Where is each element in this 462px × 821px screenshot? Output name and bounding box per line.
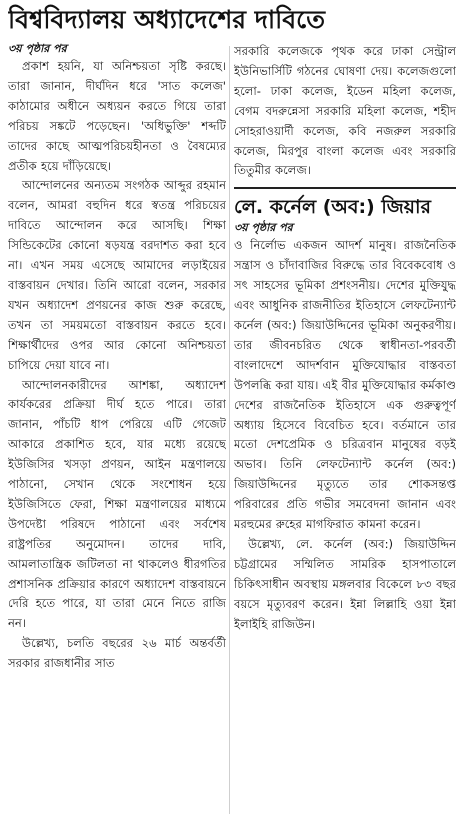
body-paragraph: ও নির্লোভ একজন আদর্শ মানুষ। রাজনৈতিক সন্ত্রাস ও চাঁদাবাজির বিরুদ্ধে তার বিবেকবোধ ও সৎ সাহসের ভূমিকা প্রশংসনীয়। দেশের মুক্তিযুদ্ধ এবং আধুনিক রাজনীতির ইতিহাসে লেফটেন্যান্ট কর্নেল (অব:) জিয়াউদ্দিনের ভূমিকা অনুকরণীয়। তার জীবনচরিত থেকে স্বাধীনতা-পরবর্তী বাংলাদেশে আদর্শবান মুক্তিযোদ্ধার বাস্তবতা উপলব্ধি করা যায়। এই বীর মুক্তিযোদ্ধার কর্মকাণ্ড দেশের রাজনৈতিক ইতিহাসে এক গুরুত্বপূর্ণ অধ্যায় হিসেবে বিবেচিত হবে। বর্তমানে তার মতো দেশপ্রেমিক ও চরিত্রবান মানুষের বড়ই অভাব। তিনি লেফটেন্যান্ট কর্নেল (অব:) জিয়াউদ্দিনের মৃত্যুতে তার শোকসন্তপ্ত পরিবারের প্রতি গভীর সমবেদনা জানান এবং মরহুমের রুহের মাগফিরাত কামনা করেন। xyxy=(234,238,456,532)
continued-from-label: ৩য় পৃষ্ঠার পর xyxy=(234,221,293,235)
body-paragraph: প্রকাশ হয়নি, যা অনিশ্চয়তা সৃষ্টি করছে। তারা জানান, দীর্ঘদিন ধরে 'সাত কলেজ' কাঠামোর অধীনে অধ্যয়ন করতে গিয়ে তারা পরিচয় সঙ্কটে পড়েছেন। 'অধিভুক্তি' শব্দটি তাদের কাছে আত্মপরিচয়হীনতা ও বৈষম্যের প্রতীক হয়ে দাঁড়িয়েছে। xyxy=(8,59,226,173)
left-column xyxy=(8,42,226,818)
article-body-left xyxy=(8,57,226,674)
second-article-body xyxy=(234,236,456,634)
article-headline: বিশ্ববিদ্যালয় অধ্যাদেশের দাবিতে xyxy=(8,5,325,34)
article-body-right xyxy=(234,42,456,181)
body-paragraph: উল্লেখ্য, চলতি বছরের ২৬ মার্চ অন্তর্বর্তী সরকার রাজধানীর সাত xyxy=(8,636,226,671)
continued-from-label: ৩য় পৃষ্ঠার পর xyxy=(8,42,67,55)
body-paragraph: উল্লেখ্য, লে. কর্নেল (অব:) জিয়াউদ্দিন চট্টগ্রামের সম্মিলিত সামরিক হাসপাতালে চিকিৎসাধীন অবস্থায় মঙ্গলবার বিকেলে ৮৩ বছর বয়সে মৃত্যুবরণ করেন। ইন্না লিল্লাহি ওয়া ইন্না ইলাইহি রাজিউন। xyxy=(234,536,456,631)
body-paragraph: সরকারি কলেজকে পৃথক করে ঢাকা সেন্ট্রাল ইউনিভার্সিটি গঠনের ঘোষণা দেয়। কলেজগুলো হলো- ঢাকা কলেজ, ইডেন মহিলা কলেজ, বেগম বদরুন্নেসা সরকারি মহিলা কলেজ, শহীদ সোহরাওয়ার্দী কলেজ, কবি নজরুল সরকারি কলেজ, মিরপুর বাংলা কলেজ এবং সরকারি তিতুমীর কলেজ। xyxy=(234,44,456,178)
body-paragraph: আন্দোলনকারীদের আশঙ্কা, অধ্যাদেশ কার্যকরের প্রক্রিয়া দীর্ঘ হতে পারে। তারা জানান, পাঁচটি ধাপ পেরিয়ে এটি গেজেট আকারে প্রকাশিত হবে, যার মধ্যে রয়েছে ইউজিসির খসড়া প্রণয়ন, আইন মন্ত্রণালয়ে পাঠানো, সেখান থেকে সংশোধন হয়ে ইউজিসিতে ফেরা, শিক্ষা মন্ত্রণালয়ের মাধ্যমে উপদেষ্টা পরিষদে পাঠানো এবং সর্বশেষ রাষ্ট্রপতির অনুমোদন। তাদের দাবি, আমলাতান্ত্রিক জটিলতা না থাকলেও ধীরগতির প্রশাসনিক প্রক্রিয়ার কারণে অধ্যাদেশ বাস্তবায়নে দেরি হতে পারে, যা তারা মেনে নিতে রাজি নন। xyxy=(8,377,226,631)
column-divider xyxy=(229,46,230,814)
second-article-headline: লে. কর্নেল (অব:) জিয়ার xyxy=(234,187,456,221)
right-column xyxy=(234,42,456,818)
body-paragraph: আন্দোলনের অন্যতম সংগঠক আব্দুর রহমান বলেন, আমরা বহুদিন ধরে স্বতন্ত্র পরিচয়ের দাবিতে আন্দোলন করে আসছি। শিক্ষা সিন্ডিকেটের কোনো ষড়যন্ত্র বরদাশত করা হবে না। এখন সময় এসেছে আমাদের লড়াইয়ের বাস্তবায়ন দেখার। তিনি আরো বলেন, সরকার যখন অধ্যাদেশ প্রণয়নের কাজ শুরু করেছে, তখন তা সময়মতো বাস্তবায়ন করতে হবে। শিক্ষার্থীদের ওপর আর কোনো অনিশ্চয়তা চাপিয়ে দেয়া যাবে না। xyxy=(8,178,226,372)
